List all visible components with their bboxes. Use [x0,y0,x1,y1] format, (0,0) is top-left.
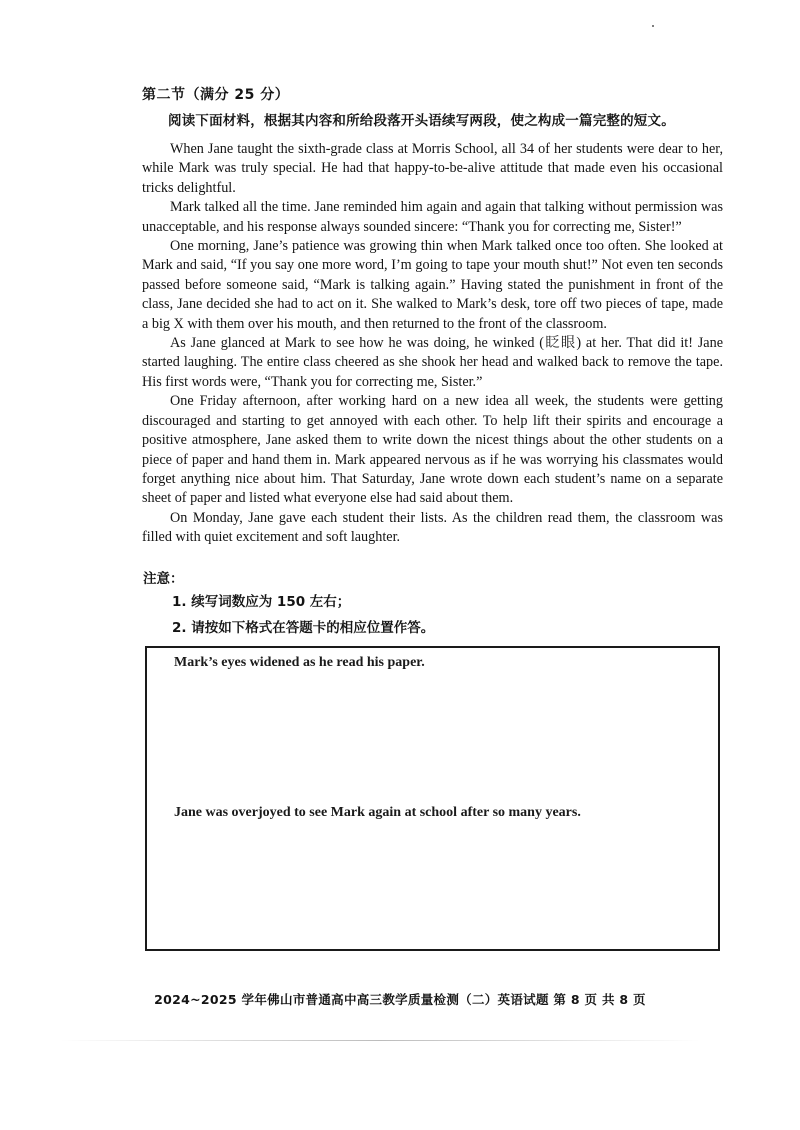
page-footer: 2024~2025 学年佛山市普通高中高三教学质量检测（二）英语试题 第 8 页 共 8 页 [154,992,646,1007]
note-item-2: 2. 请按如下格式在答题卡的相应位置作答。 [172,620,435,636]
scan-speck [652,25,654,27]
scan-artifact-line [60,1040,700,1041]
passage-paragraph-1: When Jane taught the sixth-grade class at Morris School, all 34 of her students were dear to her, while Mark was truly special. He had that happy-to-be-alive attitude that made even his occasional tricks delightful. [142,141,723,196]
passage-paragraph-4: As Jane glanced at Mark to see how he was doing, he winked (眨眼) at her. That did it! Jane started laughing. The entire class cheered as she shook her head and walked back to remove the tape. His first words were, “Thank you for correcting me, Sister.” [142,335,723,390]
paragraph-opening-1: Mark’s eyes widened as he read his paper. [174,655,425,670]
passage-paragraph-3: One morning, Jane’s patience was growing thin when Mark talked once too often. She looked at Mark and said, “If you say one more word, I’m going to tape your mouth shut!” Not even ten seconds passed before someone said, “Mark is talking again.” Having stated the punishment in front of the class, Jane decided she had to act on it. She walked to Mark’s desk, tore off two pieces of tape, made a big X with them over his mouth, and then returned to the front of the classroom. [142,238,723,332]
answer-box [145,646,720,951]
note-item-1: 1. 续写词数应为 150 左右； [172,594,351,610]
notes-label: 注意： [143,571,184,587]
instruction-text: 阅读下面材料，根据其内容和所给段落开头语续写两段，使之构成一篇完整的短文。 [168,113,675,129]
passage-paragraph-5: One Friday afternoon, after working hard on a new idea all week, the students were getting discouraged and starting to get annoyed with each other. To help lift their spirits and encourage a positive atmosphere, Jane asked them to write down the nicest things about the other students on a piece of paper and hand them in. Mark appeared nervous as if he was worrying his classmates would forget anything nice about him. That Saturday, Jane wrote down each student’s name on a separate sheet of paper and listed what everyone else had said about them. [142,393,723,507]
section-title: 第二节（满分 25 分） [142,87,290,103]
reading-passage [142,140,723,548]
paragraph-opening-2: Jane was overjoyed to see Mark again at school after so many years. [174,805,581,820]
passage-paragraph-6: On Monday, Jane gave each student their lists. As the children read them, the classroom was filled with quiet excitement and soft laughter. [142,509,723,546]
passage-paragraph-2: Mark talked all the time. Jane reminded him again and again that talking without permission was unacceptable, and his response always sounded sincere: “Thank you for correcting me, Sister!” [142,199,723,235]
